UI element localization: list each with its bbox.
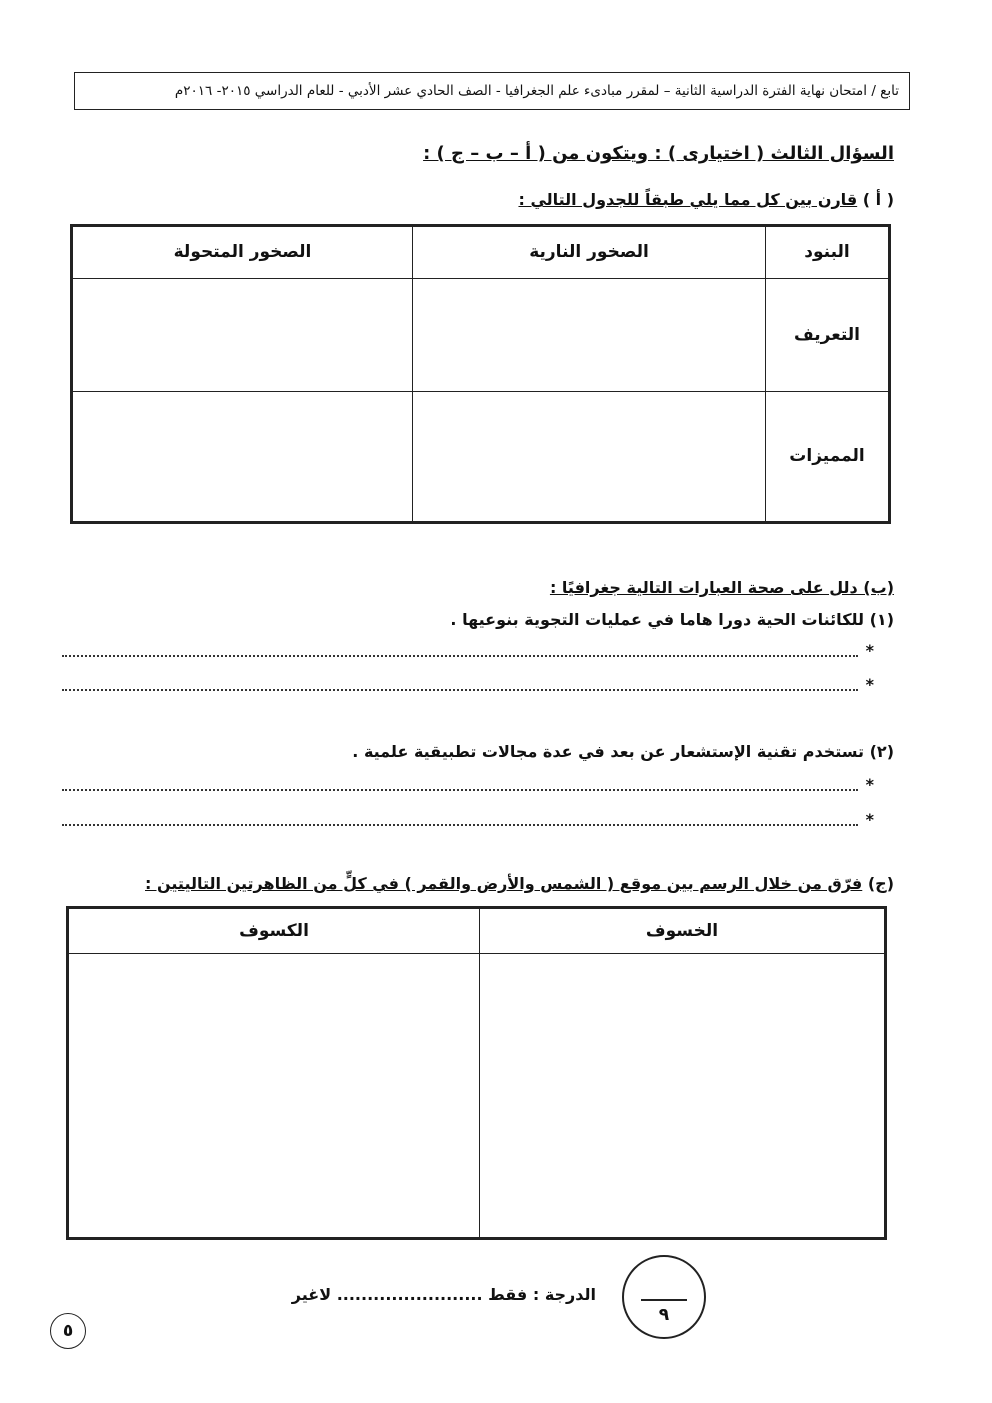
- bullet-star: *: [865, 810, 874, 829]
- statement-2: (٢) تستخدم تقنية الإستشعار عن بعد في عدة مجالات تطبيقية علمية .: [352, 742, 894, 761]
- part-a-label: ( أ ): [862, 190, 894, 209]
- eclipse-table: [66, 906, 887, 1240]
- grade-label: الدرجة: [544, 1285, 596, 1304]
- table-header-row: [68, 908, 886, 954]
- answer-cell-metamorphic-features[interactable]: [72, 391, 413, 522]
- dotted-line: [62, 824, 858, 826]
- table-row: [72, 391, 890, 522]
- row-label-features: المميزات: [766, 391, 890, 522]
- grade-circle: [622, 1255, 706, 1339]
- grade-total: ٩: [658, 1305, 670, 1325]
- exam-header: [74, 72, 910, 110]
- answer-line-1b[interactable]: [62, 675, 874, 694]
- part-c-heading: [145, 874, 894, 893]
- dotted-line: [62, 689, 858, 691]
- row-label-definition: التعريف: [766, 278, 890, 391]
- exam-header-text: تابع / امتحان نهاية الفترة الدراسية الثانية – لمقرر مبادىء علم الجغرافيا - الصف الحادي عشر الأدبي - للعام الدراسي ٢٠١٥- ٢٠١٦م: [174, 83, 899, 99]
- bullet-star: *: [865, 775, 874, 794]
- header-solar-eclipse: الكسوف: [68, 908, 480, 954]
- grade-words: : فقط ........................ لاغير: [291, 1285, 540, 1304]
- part-a-heading: [518, 190, 894, 209]
- comparison-table: [70, 224, 891, 524]
- part-c-instruction: فرّق من خلال الرسم بين موقع ( الشمس والأرض والقمر ) في كلٍّ من الظاهرتين التاليتين :: [145, 874, 863, 893]
- header-igneous-rocks: الصخور النارية: [413, 226, 766, 279]
- part-c-label: (ج): [867, 874, 894, 893]
- statement-1: (١) للكائنات الحية دورا هاما في عمليات التجوية بنوعيها .: [450, 610, 894, 629]
- bullet-star: *: [865, 675, 874, 694]
- answer-cell-igneous-definition[interactable]: [413, 278, 766, 391]
- dotted-line: [62, 789, 858, 791]
- answer-cell-igneous-features[interactable]: [413, 391, 766, 522]
- part-a-instruction: قارن بين كل مما يلي طبقاً للجدول التالي :: [518, 190, 858, 209]
- grade-line: [292, 1285, 596, 1304]
- dotted-line: [62, 655, 858, 657]
- table-header-row: [72, 226, 890, 279]
- bullet-star: *: [865, 641, 874, 660]
- answer-line-1a[interactable]: [62, 641, 874, 660]
- part-b-title: (ب) دلل على صحة العبارات التالية جغرافيًا :: [549, 578, 894, 597]
- fraction-line: [641, 1299, 687, 1301]
- answer-line-2b[interactable]: [62, 810, 874, 829]
- table-row: [68, 954, 886, 1239]
- drawing-area-solar-eclipse[interactable]: [68, 954, 480, 1239]
- page-number: ٥: [50, 1313, 86, 1349]
- header-metamorphic-rocks: الصخور المتحولة: [72, 226, 413, 279]
- header-items: البنود: [766, 226, 890, 279]
- answer-cell-metamorphic-definition[interactable]: [72, 278, 413, 391]
- question-title: السؤال الثالث ( اختيارى ) : ويتكون من ( أ – ب – ج ) :: [423, 143, 894, 164]
- table-row: [72, 278, 890, 391]
- header-lunar-eclipse: الخسوف: [480, 908, 886, 954]
- answer-line-2a[interactable]: [62, 775, 874, 794]
- drawing-area-lunar-eclipse[interactable]: [480, 954, 886, 1239]
